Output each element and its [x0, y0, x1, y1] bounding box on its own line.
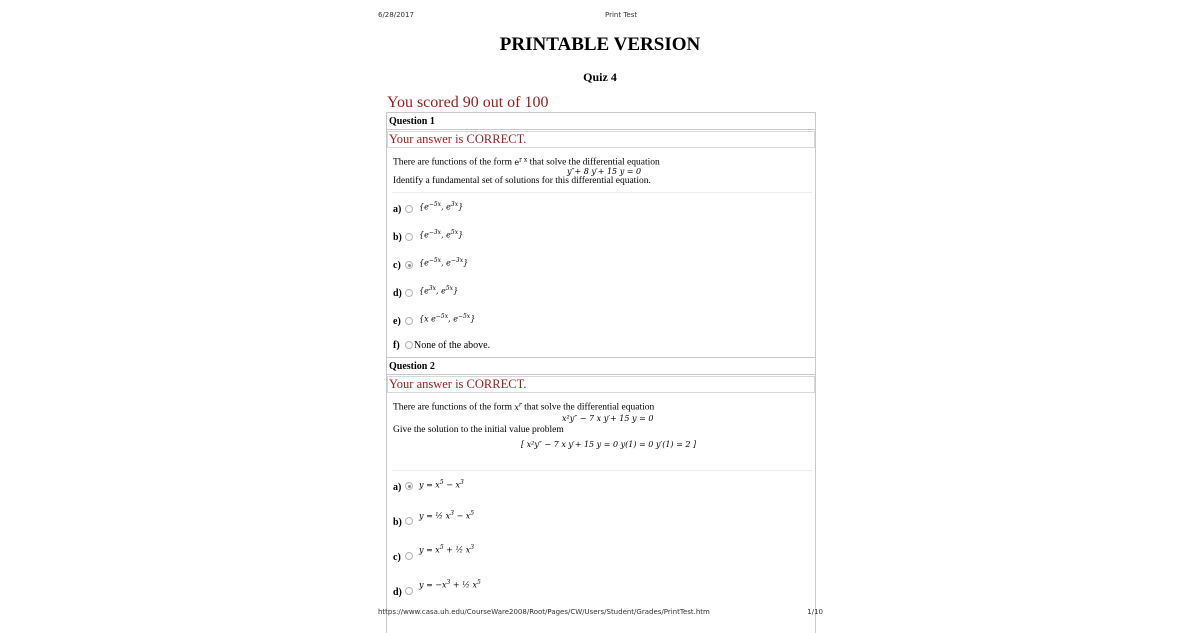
result-status: Your answer is CORRECT. — [387, 376, 815, 393]
option-math: $y = x^5$ + ½ $x^3$ — [419, 544, 475, 555]
option-radio-selected[interactable] — [405, 261, 413, 269]
page-url: https://www.casa.uh.edu/CourseWare2008/Root/Pages/CW/Users/Student/Grades/PrintTest.htm — [378, 608, 710, 616]
option-letter: b) — [393, 517, 402, 528]
question-instruction: Give the solution to the initial value problem — [393, 425, 564, 435]
questions-panel — [386, 112, 816, 633]
option-radio-selected[interactable] — [405, 482, 413, 490]
divider — [392, 470, 812, 471]
divider — [386, 129, 816, 130]
form-base: x — [514, 402, 519, 412]
option-letter: a) — [393, 204, 402, 215]
question-text — [393, 156, 660, 168]
quiz-name: Quiz 4 — [583, 70, 617, 84]
option-radio[interactable] — [405, 552, 413, 560]
option-math: {$e^{-5x}$, $e^{3x}$} — [419, 201, 464, 212]
option-letter: d) — [393, 288, 402, 299]
option-letter: a) — [393, 482, 402, 493]
form-exponent: r — [518, 401, 522, 408]
option-radio[interactable] — [405, 587, 413, 595]
print-date: 6/28/2017 — [378, 11, 414, 19]
question-text-part: that solve the differential equation — [529, 157, 660, 168]
score-summary: You scored 90 out of 100 — [387, 94, 549, 111]
differential-equation: x²y″ − 7 x y′+ 15 y = 0 — [562, 414, 654, 423]
option-radio[interactable] — [405, 233, 413, 241]
option-radio[interactable] — [405, 517, 413, 525]
initial-value-problem: [ x²y″ − 7 x y′+ 15 y = 0 y(1) = 0 y′(1) = 2 ] — [521, 440, 697, 449]
option-math: {$e^{3x}$, $e^{5x}$} — [419, 285, 459, 296]
option-letter: f) — [393, 340, 400, 351]
option-letter: b) — [393, 232, 402, 243]
divider — [386, 357, 816, 358]
form-expression — [514, 403, 521, 412]
option-text: None of the above. — [414, 340, 491, 351]
option-math: $y = x^5 - x^3$ — [419, 479, 464, 490]
option-letter: d) — [393, 587, 402, 598]
differential-equation: y″+ 8 y′+ 15 y = 0 — [567, 167, 642, 176]
question-text-part: There are functions of the form — [393, 157, 512, 168]
question-title: Question 1 — [389, 116, 435, 127]
question-text — [393, 401, 654, 413]
page-number: 1/10 — [807, 608, 823, 616]
option-radio[interactable] — [405, 289, 413, 297]
form-exponent: r x — [519, 156, 528, 163]
question-instruction: Identify a fundamental set of solutions for this differential equation. — [393, 176, 651, 186]
option-letter: e) — [393, 316, 401, 327]
option-letter: c) — [393, 260, 401, 271]
question-text-part: that solve the differential equation — [524, 402, 655, 413]
result-status: Your answer is CORRECT. — [387, 131, 815, 148]
option-math: {$e^{-5x}$, $e^{-3x}$} — [419, 257, 469, 268]
option-math: $y = -x^3$ + ½ $x^5$ — [419, 579, 481, 590]
form-base: e — [514, 157, 520, 167]
page-title: PRINTABLE VERSION — [499, 34, 701, 55]
print-page-title: Print Test — [605, 11, 638, 19]
option-letter: c) — [393, 552, 401, 563]
option-math: {$e^{-3x}$, $e^{5x}$} — [419, 229, 464, 240]
option-radio[interactable] — [405, 341, 413, 349]
question-title: Question 2 — [389, 361, 435, 372]
divider — [392, 192, 812, 193]
option-math: {x $e^{-5x}$, $e^{-5x}$} — [419, 313, 476, 324]
divider — [386, 374, 816, 375]
form-expression — [514, 158, 527, 167]
option-radio[interactable] — [405, 317, 413, 325]
option-math: y = ½ $x^3 - x^5$ — [419, 510, 475, 521]
option-radio[interactable] — [405, 205, 413, 213]
question-text-part: There are functions of the form — [393, 402, 512, 413]
